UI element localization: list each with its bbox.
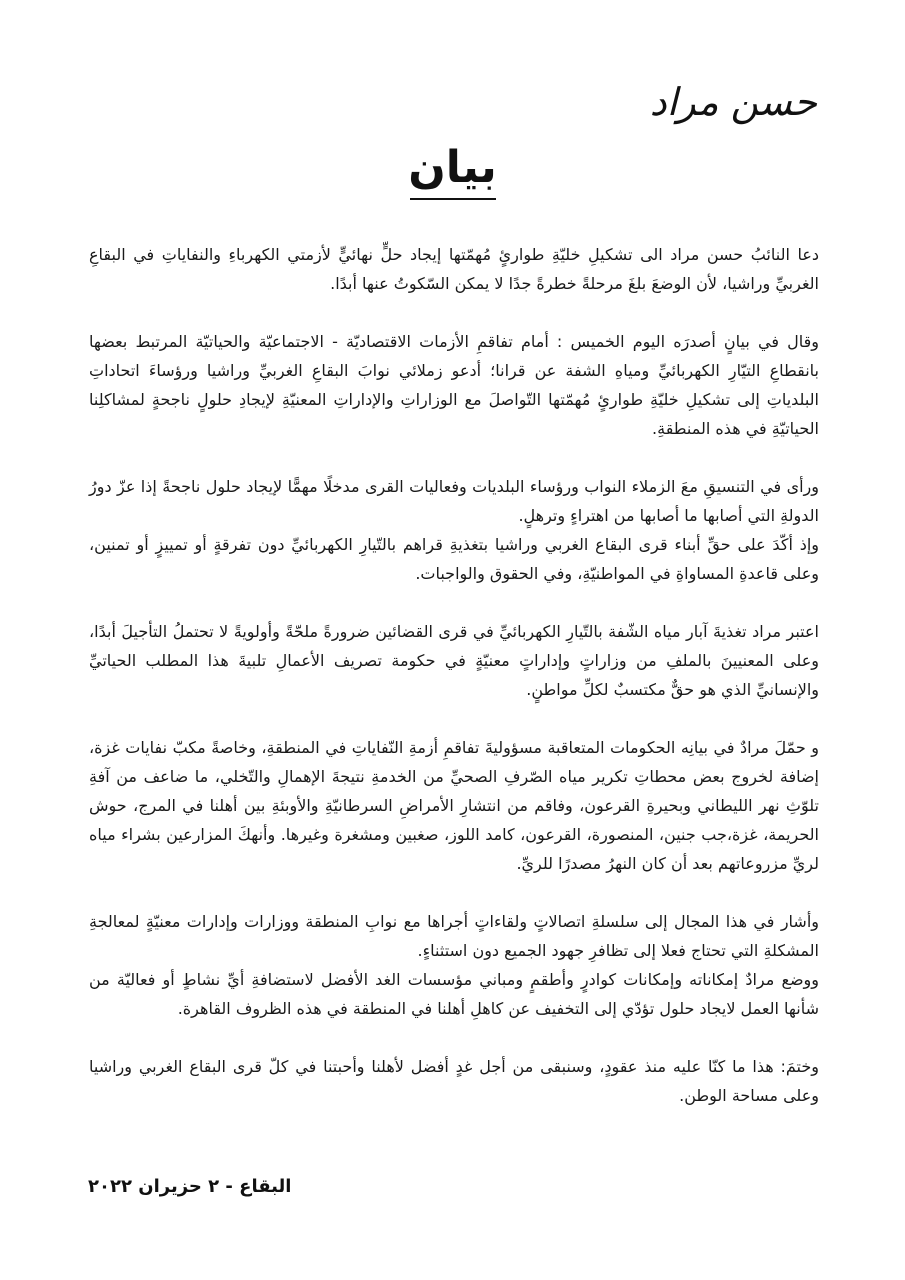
paragraph-3: ورأى في التنسيقِ معَ الزملاء النواب ورؤساء البلديات وفعاليات القرى مدخلًا مهمًّا لإيجاد حلول ناجحةً إذا عزّ دورُ الدولةِ التي أصابها ما أصابها من اهتراءٍ وترهلٍ. [89, 477, 819, 525]
paragraph-2: وقال في بيانٍ أصدرَه اليوم الخميس : أمام تفاقمِ الأزمات الاقتصاديّة - الاجتماعيّة والحياتيّة المرتبط بعضها بانقطاعِ التيّارِ الكهربائيِّ ومياهِ الشفة عن قرانا؛ أدعو زملائي نوابَ البقاعِ الغربيِّ وراشيا ورؤساءَ اتحاداتِ البلدياتِ إلى تشكيلِ خليّةِ طوارئٍ مُهمّتها التّواصلَ مع الوزاراتِ والإداراتِ المعنيّةِ لإيجادِ حلولٍ ناجحةٍ لمشاكلِنا الحياتيّةِ في هذه المنطقةِ. [89, 332, 819, 438]
title-underline [410, 198, 496, 200]
statement-body [89, 240, 819, 1139]
author-signature: حسن مراد [649, 80, 817, 124]
paragraph-5: اعتبر مراد تغذيةَ آبار مياه الشّفة بالتّيارِ الكهربائيِّ في قرى القضائين ضرورةً ملحّةً وأولويةً لا تحتملُ التأجيلَ أبدًا، وعلى المعنيينَ بالملفِ من وزاراتٍ وإداراتٍ معنيّةٍ في حكومة تصريف الأعمالِ تلبيةَ هذا المطلب الحياتيِّ والإنسانيِّ الذي هو حقٌّ مكتسبٌ لكلِّ مواطنٍ. [89, 622, 819, 699]
paragraph-6: و حمّلَ مرادٌ في بيانِه الحكومات المتعاقبة مسؤوليةَ تفاقمِ أزمةِ النّفاياتِ في المنطقةِ، وخاصةً مكبّ نفايات غزة، إضافة لخروج بعض محطاتِ تكرير مياه الصّرفِ الصحيِّ من الخدمةِ نتيجةَ الإهمالِ والتّخلي، ما ضاعف من آفةِ تلوّثِ نهر الليطاني وبحيرةِ القرعون، وفاقم من انتشارِ الأمراضِ السرطانيّةِ والأوبئةِ بين أهلنا في المرج، حوش الحريمة، غزة،جب جنين، المنصورة، القرعون، كامد اللوز، صغبين ومشغرة وغيرها. وأنهكَ المزارعين بشراء مياه لريِّ مزروعاتهم بعد أن كان النهرُ مصدرًا للريِّ. [89, 738, 819, 873]
paragraph-9: وختمَ: هذا ما كنّا عليه منذ عقودٍ، وسنبقى من أجل غدٍ أفضل لأهلنا وأحبتنا في كلّ قرى البقاع الغربي وراشيا وعلى مساحة الوطن. [89, 1057, 819, 1105]
paragraph-1: دعا النائبُ حسن مراد الى تشكيلِ خليّةِ طوارئٍ مُهمّتها إيجاد حلٍّ نهائيٍّ لأزمتي الكهرباءِ والنفاياتِ في البقاعِ الغربيِّ وراشيا، لأن الوضعَ بلغَ مرحلةً خطرةً جدًا لا يمكن السّكوتُ عنها أبدًا. [89, 245, 819, 293]
paragraph-7: وأشار في هذا المجال إلى سلسلةِ اتصالاتٍ ولقاءاتٍ أجراها مع نوابِ المنطقة ووزارات وإدارات معنيّةٍ لمعالجةِ المشكلةِ التي تحتاج فعلا إلى تظافرِ جهود الجميع دون استثناءٍ. [89, 912, 819, 960]
paragraph-4: وإذ أكّدَ على حقِّ أبناء قرى البقاع الغربي وراشيا بتغذيةِ قراهم بالتّيارِ الكهربائيِّ دون تفرقةٍ أو تمييزٍ أو تمنين، وعلى قاعدةِ المساواةِ في المواطنيّةِ، وفي الحقوق والواجبات. [89, 535, 819, 583]
title-block [0, 140, 905, 200]
paragraph-8: ووضع مرادٌ إمكاناته وإمكانات كوادرٍ وأطقمٍ ومباني مؤسسات الغد الأفضل لاستضافةِ أيِّ نشاطٍ أو فعاليّة من شأنها العمل لايجاد حلول تؤدّي إلى التخفيف عن كاهلِ أهلنا في المنطقة في هذه الظروف القاهرة. [89, 970, 819, 1018]
place-date-line: البقاع - ٢ حزيران ٢٠٢٢ [88, 1176, 292, 1197]
page-title: بيان [408, 142, 497, 193]
